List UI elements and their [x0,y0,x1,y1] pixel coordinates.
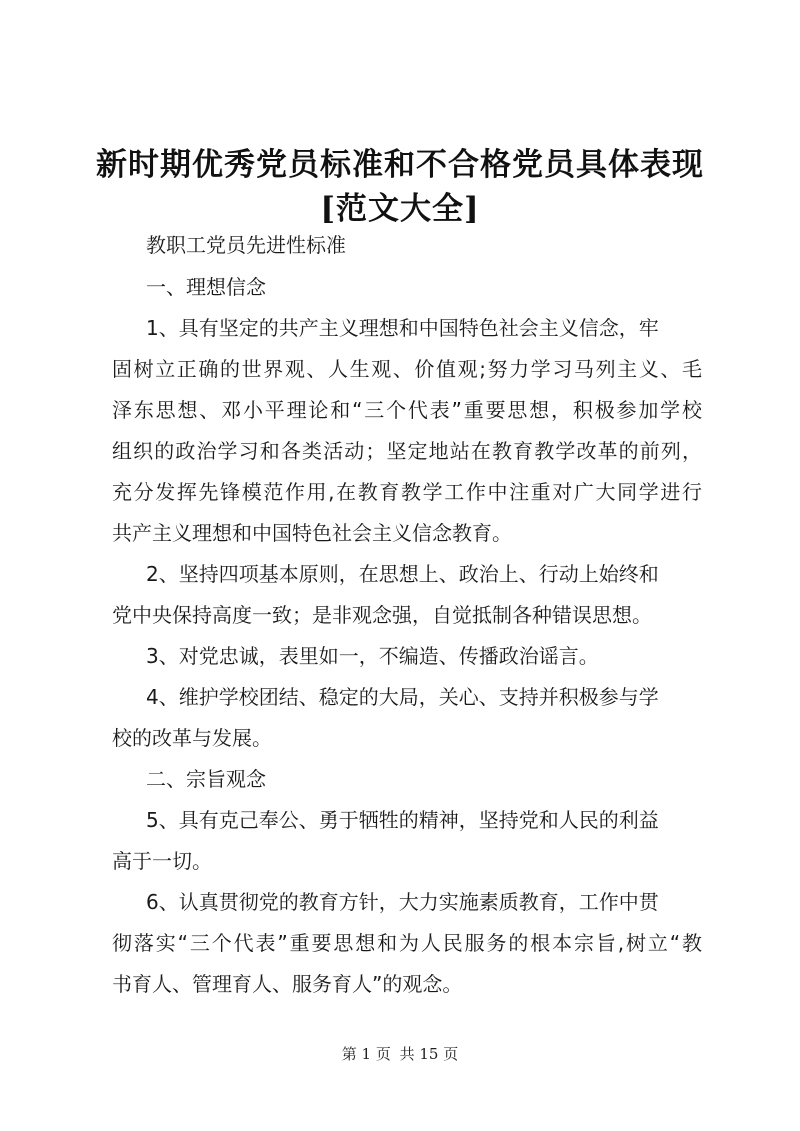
page-footer [0,1043,800,1064]
section-heading: 二、宗旨观念 [146,767,266,791]
paragraph-line: 1、具有坚定的共产主义理想和中国特色社会主义信念，牢 [146,316,659,340]
paragraph-line: 6、认真贯彻党的教育方针，大力实施素质教育，工作中贯 [146,890,659,914]
page-total: 共 15 页 [399,1045,459,1063]
paragraph-line: 党中央保持高度一致；是非观念强，自觉抵制各种错误思想。 [112,603,652,627]
document-title-line-2: [范文大全] [320,191,480,227]
paragraph-line: 共产主义理想和中国特色社会主义信念教育。 [112,521,512,545]
paragraph-line: 3、对党忠诚，表里如一，不编造、传播政治谣言。 [146,644,599,668]
section-heading: 一、理想信念 [146,275,266,299]
paragraph-line: 5、具有克己奉公、勇于牺牲的精神，坚持党和人民的利益 [146,808,659,832]
paragraph-line: 书育人、管理育人、服务育人”的观念。 [112,972,463,996]
paragraph-line: 校的改革与发展。 [112,726,272,750]
paragraph-line: 4、维护学校团结、稳定的大局，关心、支持并积极参与学 [146,685,659,709]
section-heading: 教职工党员先进性标准 [146,233,346,257]
paragraph-line: 充分发挥先锋模范作用,在教育教学工作中注重对广大同学进行 [112,480,702,504]
paragraph-line: 2、坚持四项基本原则，在思想上、政治上、行动上始终和 [146,562,659,586]
paragraph-line: 高于一切。 [112,849,212,873]
page-number: 第 1 页 [341,1045,391,1063]
paragraph-line: 组织的政治学习和各类活动；坚定地站在教育教学改革的前列， [112,439,702,463]
document-title-line-1: 新时期优秀党员标准和不合格党员具体表现 [96,147,704,183]
paragraph-line: 彻落实“三个代表”重要思想和为人民服务的根本宗旨,树立“教 [112,931,702,955]
paragraph-line: 固树立正确的世界观、人生观、价值观;努力学习马列主义、毛 [112,357,702,381]
paragraph-line: 泽东思想、邓小平理论和“三个代表”重要思想，积极参加学校 [112,398,702,422]
